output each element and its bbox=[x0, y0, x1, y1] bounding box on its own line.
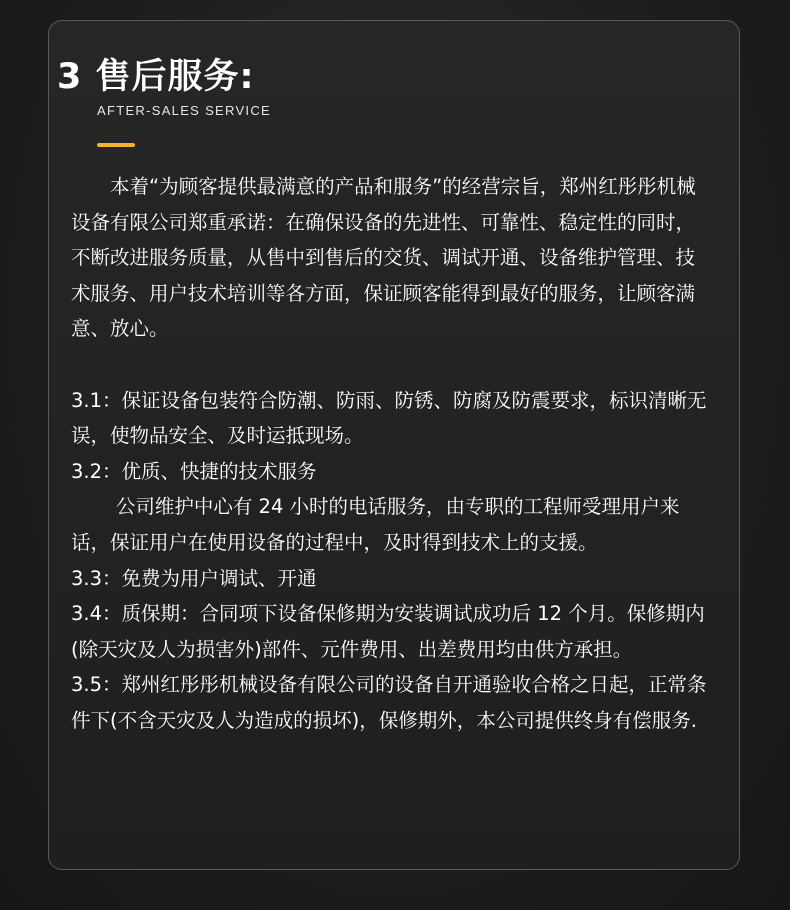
item-3-2-title: 3.2：优质、快捷的技术服务 bbox=[71, 459, 317, 483]
item-3-4: 3.4：质保期：合同项下设备保修期为安装调试成功后 12 个月。保修期内(除天灾及人为损害外)部件、元件费用、出差费用均由供方承担。 bbox=[71, 602, 705, 661]
section-subtitle: AFTER-SALES SERVICE bbox=[97, 103, 272, 118]
paragraph-gap bbox=[71, 347, 711, 383]
item-3-1: 3.1：保证设备包装符合防潮、防雨、防锈、防腐及防震要求，标识清晰无误，使物品安全、及时运抵现场。 bbox=[71, 388, 707, 448]
intro-paragraph: 本着“为顾客提供最满意的产品和服务”的经营宗旨，郑州红彤彤机械设备有限公司郑重承诺：在确保设备的先进性、可靠性、稳定性的同时，不断改进服务质量，从售中到售后的交货、调试开通、设备维护管理、技术服务、用户技术培训等各方面，保证顾客能得到最好的服务，让顾客满意、放心。 bbox=[71, 175, 696, 341]
accent-bar bbox=[97, 143, 135, 147]
item-3-3: 3.3：免费为用户调试、开通 bbox=[71, 566, 317, 590]
service-card bbox=[48, 20, 740, 870]
item-3-2-body: 公司维护中心有 24 小时的电话服务，由专职的工程师受理用户来话，保证用户在使用设备的过程中，及时得到技术上的支援。 bbox=[71, 495, 680, 554]
item-3-5: 3.5：郑州红彤彤机械设备有限公司的设备自开通验收合格之日起，正常条件下(不含天灾及人为造成的损坏)，保修期外，本公司提供终身有偿服务. bbox=[71, 673, 707, 732]
section-title: 3 售后服务: bbox=[57, 57, 255, 97]
service-content bbox=[71, 169, 711, 739]
